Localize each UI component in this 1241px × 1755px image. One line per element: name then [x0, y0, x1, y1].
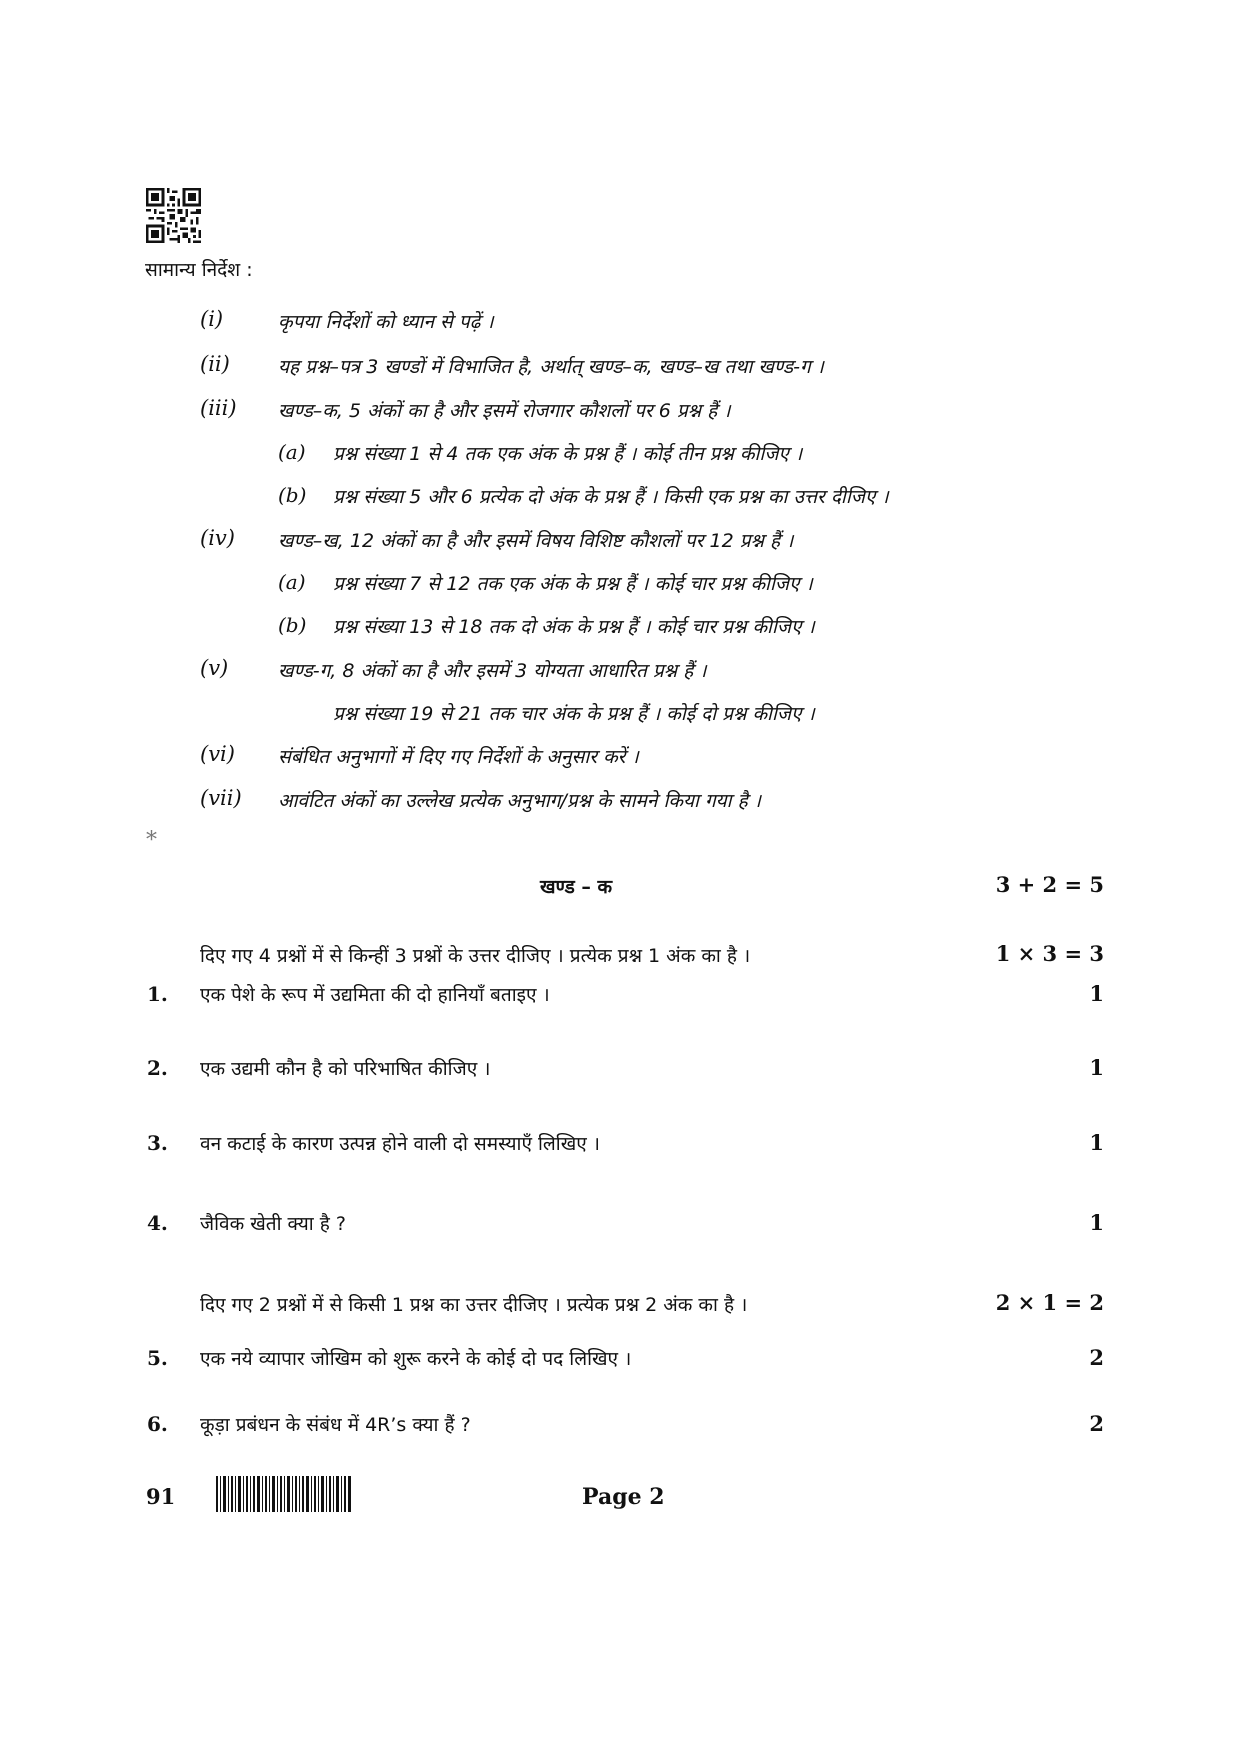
instruction-text: खण्ड–ख, 12 अंकों का है और इसमें विषय विशिष्ट कौशलों पर 12 प्रश्न हैं । — [278, 530, 794, 552]
question-text: कूड़ा प्रबंधन के संबंध में 4R’s क्या हैं ? — [200, 1414, 471, 1436]
question-marks: 1 — [1089, 1055, 1104, 1080]
section-marks: 3 + 2 = 5 — [995, 872, 1104, 897]
instruction-subnumber: (b) — [278, 613, 307, 637]
question-text: एक पेशे के रूप में उद्यमिता की दो हानियाँ बताइए । — [200, 984, 550, 1006]
question-marks: 1 — [1089, 981, 1104, 1006]
group-instruction: दिए गए 4 प्रश्नों में से किन्हीं 3 प्रश्नों के उत्तर दीजिए । प्रत्येक प्रश्न 1 अंक का है । — [200, 945, 751, 967]
page-number: Page 2 — [582, 1484, 665, 1510]
question-marks: 2 — [1089, 1411, 1104, 1436]
question-number: 5. — [147, 1346, 168, 1370]
instruction-text: यह प्रश्न–पत्र 3 खण्डों में विभाजित है, अर्थात् खण्ड–क, खण्ड–ख तथा खण्ड-ग । — [278, 356, 824, 378]
section-title: खण्ड – क — [540, 876, 613, 898]
instruction-text: खण्ड-ग, 8 अंकों का है और इसमें 3 योग्यता आधारित प्रश्न हैं । — [278, 660, 707, 682]
question-number: 2. — [147, 1056, 168, 1080]
group-instruction: दिए गए 2 प्रश्नों में से किसी 1 प्रश्न का उत्तर दीजिए । प्रत्येक प्रश्न 2 अंक का है । — [200, 1294, 748, 1316]
instructions-heading: सामान्य निर्देश : — [145, 259, 253, 281]
instruction-number: (i) — [200, 307, 224, 331]
instruction-text: कृपया निर्देशों को ध्यान से पढ़ें । — [278, 311, 494, 333]
instruction-number: (vii) — [200, 786, 242, 810]
group-marks: 1 × 3 = 3 — [995, 941, 1104, 966]
instruction-number: (ii) — [200, 352, 230, 376]
question-text: एक उद्यमी कौन है को परिभाषित कीजिए । — [200, 1058, 491, 1080]
question-number: 1. — [147, 982, 168, 1006]
instruction-subnumber: (b) — [278, 483, 307, 507]
instruction-text: प्रश्न संख्या 13 से 18 तक दो अंक के प्रश्न हैं । कोई चार प्रश्न कीजिए । — [333, 616, 815, 638]
qr-code — [146, 188, 201, 243]
question-number: 3. — [147, 1131, 168, 1155]
instruction-number: (v) — [200, 656, 229, 680]
instruction-text: प्रश्न संख्या 19 से 21 तक चार अंक के प्रश्न हैं । कोई दो प्रश्न कीजिए । — [333, 703, 815, 725]
question-marks: 1 — [1089, 1210, 1104, 1235]
question-text: जैविक खेती क्या है ? — [200, 1213, 346, 1235]
question-marks: 2 — [1089, 1345, 1104, 1370]
question-marks: 1 — [1089, 1130, 1104, 1155]
asterisk-mark: * — [146, 828, 157, 853]
instruction-text: प्रश्न संख्या 5 और 6 प्रत्येक दो अंक के प्रश्न हैं । किसी एक प्रश्न का उत्तर दीजिए । — [333, 486, 889, 508]
instruction-text: खण्ड–क, 5 अंकों का है और इसमें रोजगार कौशलों पर 6 प्रश्न हैं । — [278, 400, 731, 422]
instruction-text: प्रश्न संख्या 7 से 12 तक एक अंक के प्रश्न हैं । कोई चार प्रश्न कीजिए । — [333, 573, 813, 595]
question-text: वन कटाई के कारण उत्पन्न होने वाली दो समस्याएँ लिखिए । — [200, 1133, 601, 1155]
instruction-text: आवंटित अंकों का उल्लेख प्रत्येक अनुभाग/प्रश्न के सामने किया गया है । — [278, 790, 761, 812]
question-number: 4. — [147, 1211, 168, 1235]
barcode — [216, 1476, 351, 1512]
paper-code: 91 — [146, 1484, 176, 1509]
instruction-number: (vi) — [200, 742, 235, 766]
question-number: 6. — [147, 1412, 168, 1436]
instruction-subnumber: (a) — [278, 570, 306, 594]
group-marks: 2 × 1 = 2 — [995, 1290, 1104, 1315]
instruction-subnumber: (a) — [278, 440, 306, 464]
instruction-text: प्रश्न संख्या 1 से 4 तक एक अंक के प्रश्न हैं । कोई तीन प्रश्न कीजिए । — [333, 443, 803, 465]
instruction-text: संबंधित अनुभागों में दिए गए निर्देशों के अनुसार करें । — [278, 746, 639, 768]
instruction-number: (iv) — [200, 526, 235, 550]
instruction-number: (iii) — [200, 396, 237, 420]
question-text: एक नये व्यापार जोखिम को शुरू करने के कोई दो पद लिखिए । — [200, 1348, 632, 1370]
